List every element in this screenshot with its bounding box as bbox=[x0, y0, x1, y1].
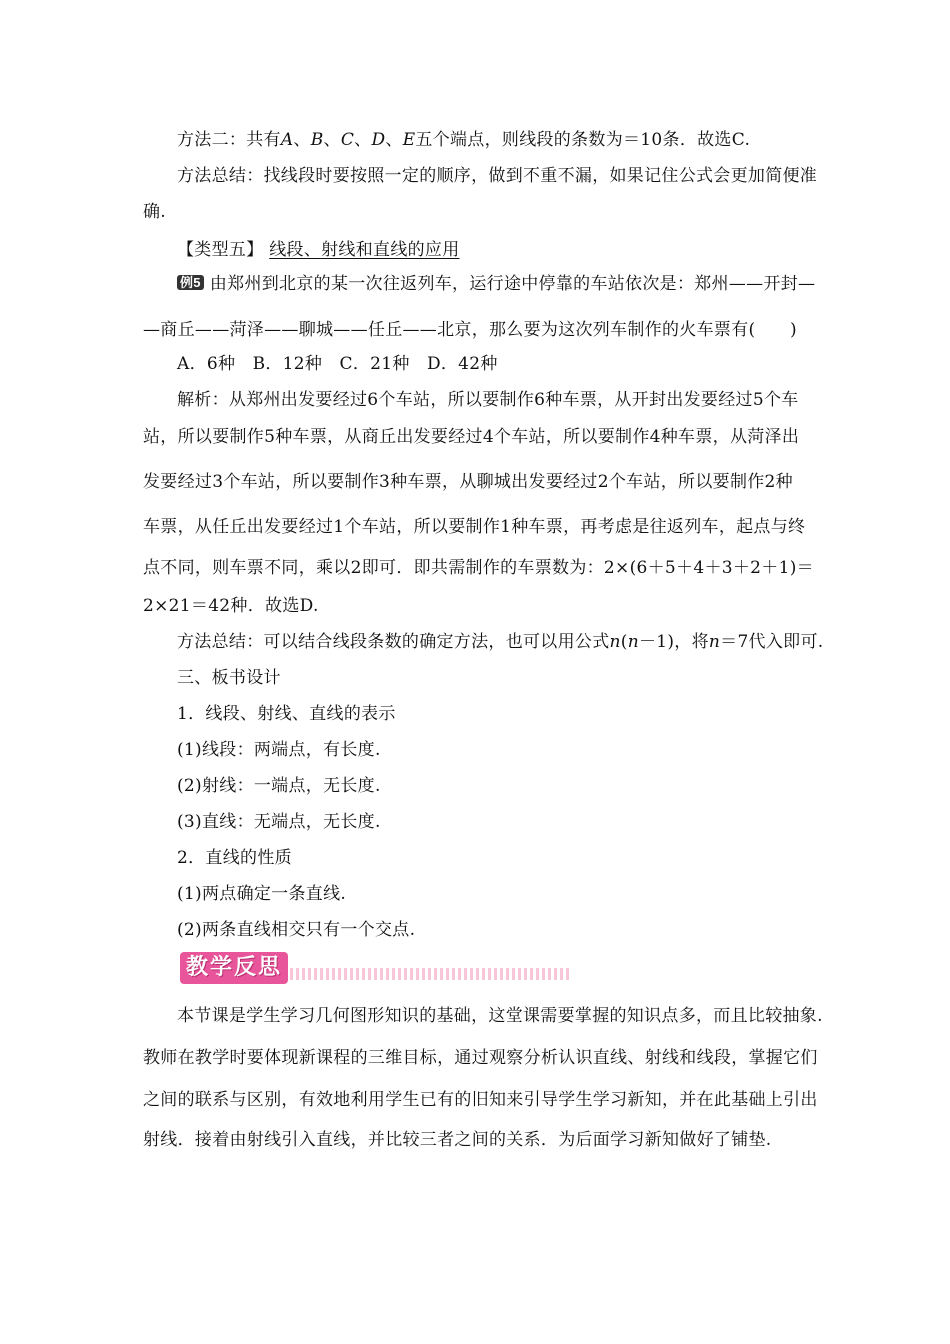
summary2-line bbox=[177, 630, 823, 654]
reflection-line2: 教师在教学时要体现新课程的三维目标，通过观察分析认识直线、射线和线段，掌握它们 bbox=[143, 1048, 818, 1068]
example5-options: A．6种 B．12种 C．21种 D．42种 bbox=[177, 354, 498, 374]
paren-rest: －1)，将 bbox=[638, 632, 709, 652]
board-item2b: (2)两条直线相交只有一个交点. bbox=[177, 920, 416, 940]
reflection-banner-title: 教学反思 bbox=[180, 952, 288, 984]
analysis-line3: 发要经过3个车站，所以要制作3种车票，从聊城出发要经过2个车站，所以要制作2种 bbox=[143, 472, 793, 492]
analysis-line1: 解析：从郑州出发要经过6个车站，所以要制作6种车票，从开封出发要经过5个车 bbox=[177, 390, 799, 410]
example-badge: 例5 bbox=[177, 275, 204, 290]
banner-stripe bbox=[260, 968, 570, 980]
paren-open: ( bbox=[620, 632, 628, 652]
var-n: n bbox=[627, 632, 639, 652]
board-item1b: (2)射线：一端点，无长度. bbox=[177, 776, 381, 796]
board-heading: 三、板书设计 bbox=[177, 668, 281, 688]
method2-prefix: 方法二：共有 bbox=[177, 130, 281, 150]
summary1-line1: 方法总结：找线段时要按照一定的顺序，做到不重不漏，如果记住公式会更加简便准 bbox=[177, 166, 818, 186]
analysis-line2: 站，所以要制作5种车票，从商丘出发要经过4个车站，所以要制作4种车票，从菏泽出 bbox=[143, 427, 800, 447]
example5-line2: —商丘——菏泽——聊城——任丘——北京，那么要为这次列车制作的火车票有( ) bbox=[143, 320, 797, 340]
board-item1a: (1)线段：两端点，有长度. bbox=[177, 740, 381, 760]
board-item2a: (1)两点确定一条直线. bbox=[177, 884, 347, 904]
point-b: B bbox=[310, 130, 324, 150]
var-n: n bbox=[609, 632, 621, 652]
reflection-line3: 之间的联系与区别，有效地利用学生已有的旧知来引导学生学习新知，并在此基础上引出 bbox=[143, 1090, 818, 1110]
example5-text1: 由郑州到北京的某一次往返列车，运行途中停靠的车站依次是：郑州——开封— bbox=[209, 274, 816, 294]
analysis-line5: 点不同，则车票不同，乘以2即可．即共需制作的车票数为：2×(6＋5＋4＋3＋2＋1)＝ bbox=[143, 558, 814, 578]
analysis-line6: 2×21＝42种．故选D. bbox=[143, 596, 319, 616]
board-item2: 2．直线的性质 bbox=[177, 848, 292, 868]
reflection-line4: 射线．接着由射线引入直线，并比较三者之间的关系．为后面学习新知做好了铺垫. bbox=[143, 1130, 772, 1150]
separator: 、 bbox=[354, 130, 372, 150]
reflection-banner bbox=[180, 952, 570, 984]
var-n: n bbox=[708, 632, 721, 652]
summary1-line2: 确. bbox=[143, 202, 167, 222]
summary2-suffix: ＝7代入即可. bbox=[720, 632, 824, 652]
point-d: D bbox=[371, 130, 386, 150]
separator: 、 bbox=[385, 130, 403, 150]
separator: 、 bbox=[293, 130, 311, 150]
method2-line bbox=[177, 128, 750, 152]
point-e: E bbox=[402, 130, 416, 150]
point-c: C bbox=[340, 130, 355, 150]
summary2-prefix: 方法总结：可以结合线段条数的确定方法，也可以用公式 bbox=[177, 632, 610, 652]
separator: 、 bbox=[323, 130, 341, 150]
type5-heading bbox=[177, 238, 460, 262]
board-item1: 1．线段、射线、直线的表示 bbox=[177, 704, 396, 724]
board-item1c: (3)直线：无端点，无长度. bbox=[177, 812, 381, 832]
type5-title: 线段、射线和直线的应用 bbox=[269, 240, 460, 260]
method2-suffix: 五个端点，则线段的条数为＝10条．故选C. bbox=[415, 130, 751, 150]
point-a: A bbox=[280, 130, 294, 150]
example5-line1 bbox=[177, 272, 815, 296]
reflection-line1: 本节课是学生学习几何图形知识的基础，这堂课需要掌握的知识点多，而且比较抽象. bbox=[177, 1006, 823, 1026]
analysis-line4: 车票，从任丘出发要经过1个车站，所以要制作1种车票，再考虑是往返列车，起点与终 bbox=[143, 517, 806, 537]
type5-label: 【类型五】 bbox=[177, 240, 264, 260]
